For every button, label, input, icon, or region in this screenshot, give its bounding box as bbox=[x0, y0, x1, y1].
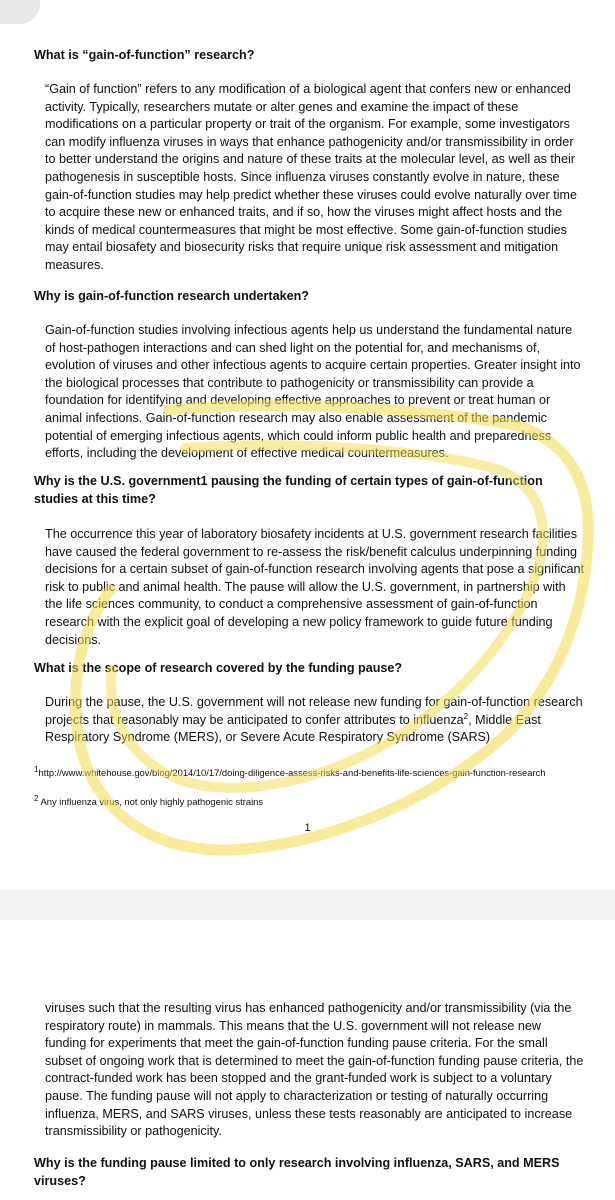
footnote-ref-2: 2 bbox=[463, 711, 469, 721]
footnote-1 bbox=[34, 766, 574, 779]
q4-heading: What is the scope of research covered by the funding pause? bbox=[34, 661, 403, 675]
continuation-paragraph: viruses such that the resulting virus has enhanced pathogenicity and/or transmissibility (via the respiratory route) in mammals. This means that the U.S. government will not release new funding for experiments that meet the gain-of-function funding pause criteria. For the small subset of ongoing work that is determined to meet the gain-of-function funding pause criteria, the contract-funded work has been stopped and the grant-funded work is subject to a voluntary pause. The funding pause will not apply to characterization or testing of naturally occurring influenza, MERS, and SARS viruses, unless these tests reasonably are anticipated to increase transmissibility or pathogenicity. bbox=[45, 1001, 584, 1139]
q4-answer-part-b: , Middle East Respiratory Syndrome (MERS), or Severe Acute Respiratory Syndrome (SARS) bbox=[45, 712, 541, 745]
footnote-1-link[interactable]: http://www.whitehouse.gov/blog/2014/10/17/doing-diligence-assess-risks-and-benefits-life-sciences-gain-function-research bbox=[38, 767, 546, 778]
q1-answer: “Gain of function” refers to any modification of a biological agent that confers new or enhanced activity. Typically, researchers mutate or alter genes and examine the impact of these modifications on a particular property or trait of the organism. For example, some investigators can modify influenza viruses in ways that enhance pathogenicity and/or transmissibility in order to better understand the origins and nature of these traits at the molecular level, as well as their pathogenesis in susceptible hosts. Since influenza viruses constantly evolve in nature, these gain-of-function studies may help predict whether these viruses could evolve naturally over time to acquire these new or enhanced traits, and if so, how the viruses might affect hosts and the kinds of medical countermeasures that might be most effective. Some gain-of-function studies may entail biosafety and biosecurity risks that require unique risk assessment and mitigation measures. bbox=[45, 82, 578, 272]
q4-answer-part-a: During the pause, the U.S. government will not release new funding for gain-of-function research projects that reasonably may be anticipated to confer attributes to influenza bbox=[45, 695, 583, 727]
footnote-1-marker: 1 bbox=[34, 764, 39, 774]
q3-heading: Why is the U.S. government1 pausing the funding of certain types of gain-of-function studies at this time? bbox=[34, 474, 543, 506]
page-number: 1 bbox=[304, 822, 311, 834]
corner-button[interactable] bbox=[0, 0, 40, 24]
footnote-2-text: Any influenza virus, not only highly pathogenic strains bbox=[38, 796, 264, 807]
q5-heading: Why is the funding pause limited to only research involving influenza, SARS, and MERS viruses? bbox=[34, 1156, 560, 1188]
footnote-2-marker: 2 bbox=[34, 793, 39, 803]
q3-answer: The occurrence this year of laboratory biosafety incidents at U.S. government research facilities have caused the federal government to re-assess the risk/benefit calculus underpinning funding decisions for a certain subset of gain-of-function research involving agents that pose a significant risk to public and animal health. The pause will allow the U.S. government, in partnership with the life sciences community, to conduct a comprehensive assessment of gain-of-function research with the explicit goal of developing a new policy framework to guide future funding decisions. bbox=[45, 527, 585, 647]
footnote-2 bbox=[34, 795, 574, 808]
q2-answer: Gain-of-function studies involving infectious agents help us understand the fundamental nature of host-pathogen interactions and can shed light on the potential for, and mechanisms of, evolution of viruses and other infectious agents to acquire certain properties. Greater insight into the biological processes that contribute to pathogenicity or transmissibility can provide a foundation for identifying and developing effective approaches to prevent or treat human or animal infections. Gain-of-function research may also enable assessment of the pandemic potential of emerging infectious agents, which could inform public health and preparedness efforts, including the development of effective medical countermeasures. bbox=[45, 323, 581, 461]
q1-heading: What is “gain-of-function” research? bbox=[34, 48, 255, 62]
document-page-2 bbox=[0, 920, 615, 1200]
page-gap bbox=[0, 890, 615, 920]
q2-heading: Why is gain-of-function research undertaken? bbox=[34, 289, 309, 303]
q4-answer bbox=[45, 694, 585, 747]
